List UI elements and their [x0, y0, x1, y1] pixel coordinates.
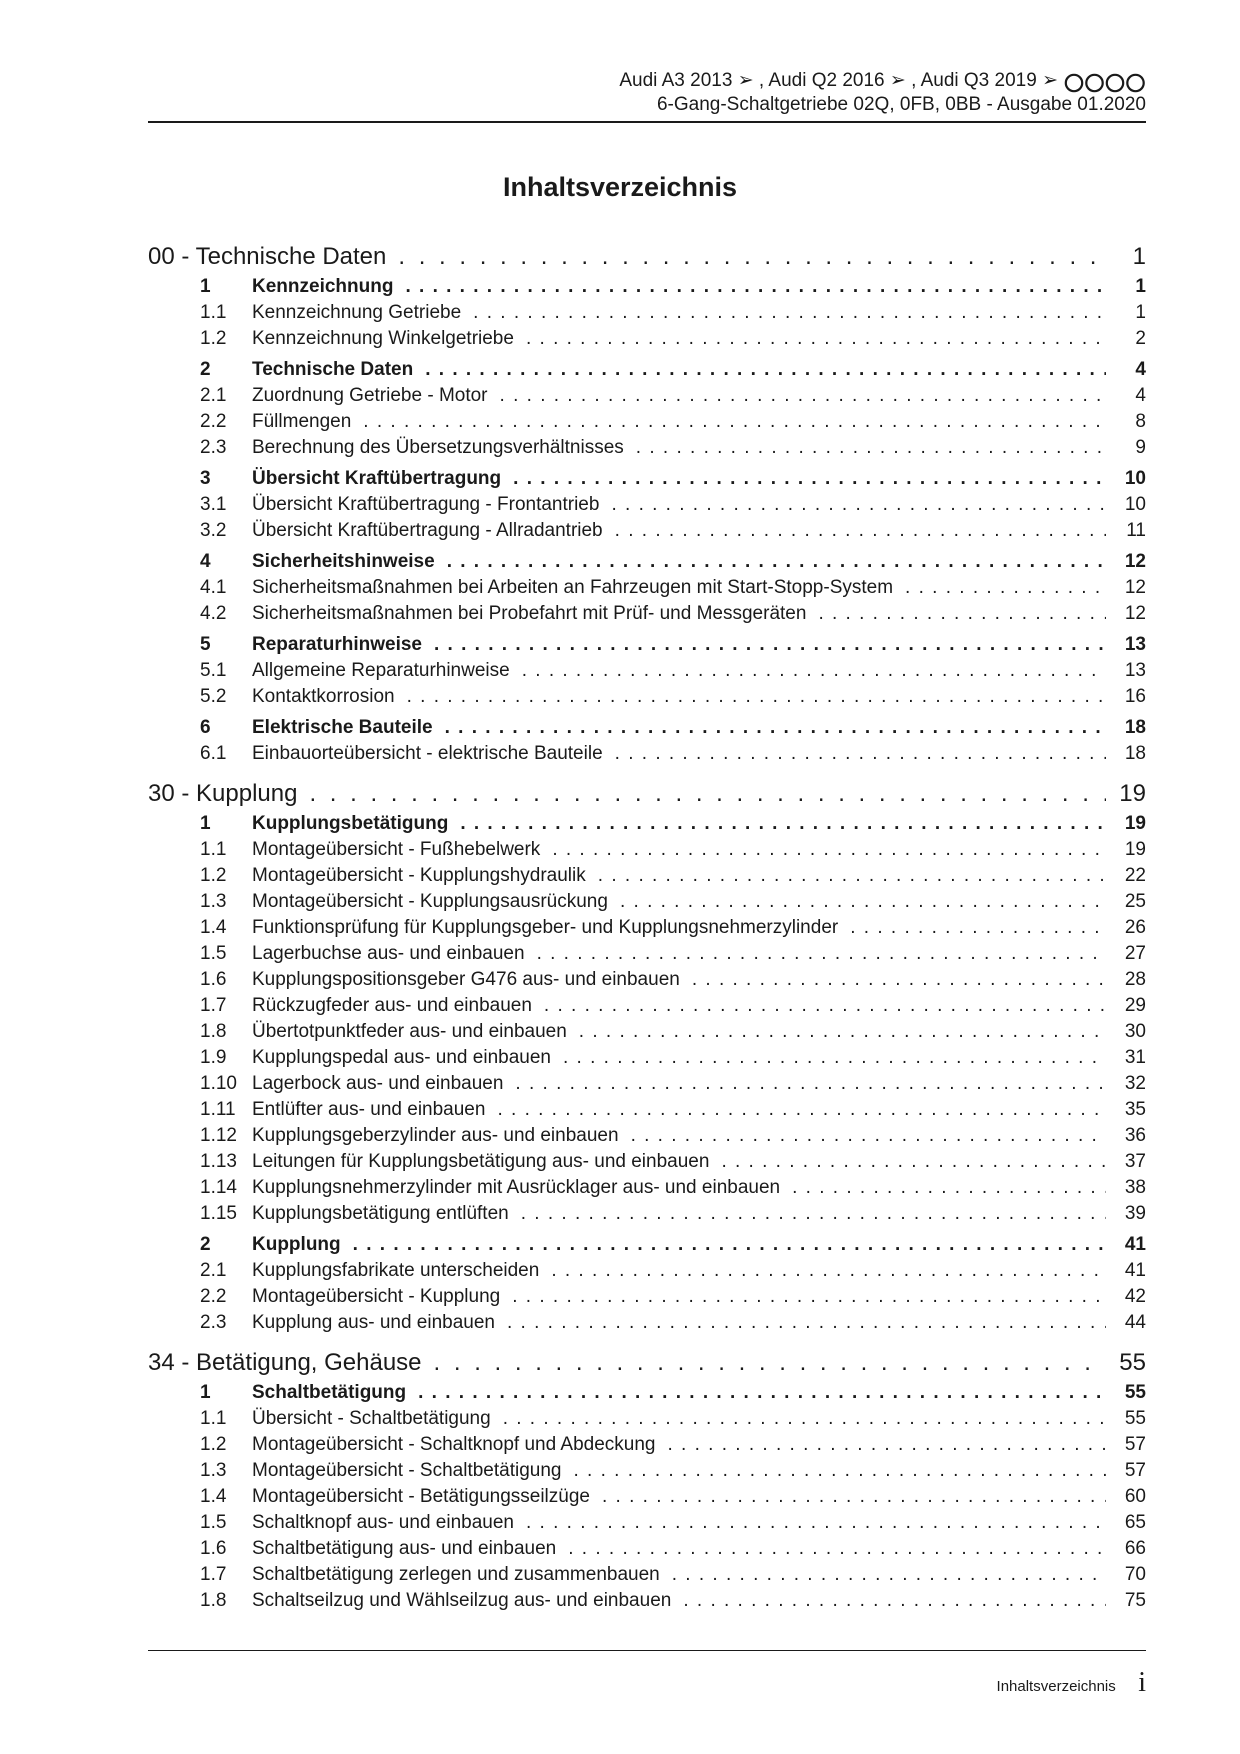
toc-entry-title: Kupplungsfabrikate unterscheiden	[252, 1260, 540, 1281]
dot-leader	[671, 1588, 1106, 1614]
toc-entry[interactable]	[148, 1562, 1146, 1588]
toc-entry-title: Schaltbetätigung aus- und einbauen	[252, 1538, 557, 1559]
toc-section[interactable]	[148, 357, 1146, 383]
toc-section[interactable]	[148, 274, 1146, 300]
toc-entry-page: 28	[1124, 969, 1146, 990]
toc-entry[interactable]	[148, 684, 1146, 710]
toc-entry-number: 1.10	[200, 1073, 237, 1094]
toc-entry-title: Sicherheitsmaßnahmen bei Arbeiten an Fahrzeugen mit Start-Stopp-System	[252, 577, 894, 598]
toc-section[interactable]	[148, 811, 1146, 837]
toc-entry-page: 70	[1124, 1564, 1146, 1585]
toc-chapter-title: 00 - Technische Daten	[148, 243, 387, 270]
toc-entry[interactable]	[148, 1510, 1146, 1536]
toc-section-number: 1	[200, 1382, 211, 1403]
toc-entry-number: 1.8	[200, 1590, 227, 1611]
toc-entry-title: Kennzeichnung Winkelgetriebe	[252, 328, 514, 349]
toc-chapter[interactable]	[148, 1346, 1146, 1380]
toc-entry-number: 1.4	[200, 917, 227, 938]
toc-entry-number: 5.1	[200, 660, 227, 681]
toc-section-number: 2	[200, 1234, 211, 1255]
toc-entry-page: 4	[1135, 385, 1146, 406]
toc-entry-page: 32	[1124, 1073, 1146, 1094]
toc-entry-page: 26	[1124, 917, 1146, 938]
toc-entry-number: 2.3	[200, 437, 227, 458]
dot-leader	[624, 435, 1106, 461]
toc-section-number: 1	[200, 276, 211, 297]
toc-section-page: 19	[1124, 813, 1146, 834]
toc-entry-page: 66	[1124, 1538, 1146, 1559]
dot-leader	[893, 575, 1106, 601]
toc-entry-title: Zuordnung Getriebe - Motor	[252, 385, 488, 406]
dot-leader	[806, 601, 1106, 627]
toc-entry-page: 12	[1124, 577, 1146, 598]
toc-section-title: Reparaturhinweise	[252, 634, 422, 655]
toc-entry-page: 35	[1124, 1099, 1146, 1120]
dot-leader	[485, 1097, 1106, 1123]
toc-entry-title: Berechnung des Übersetzungsverhältnisses	[252, 437, 624, 458]
toc-entry-title: Kupplungsgeberzylinder aus- und einbauen	[252, 1125, 619, 1146]
footer-rule	[148, 1650, 1146, 1651]
toc-entry[interactable]	[148, 435, 1146, 461]
dot-leader	[422, 1346, 1106, 1380]
toc-entry[interactable]	[148, 1406, 1146, 1432]
toc-entry-number: 2.1	[200, 385, 227, 406]
toc-entry-page: 22	[1124, 865, 1146, 886]
toc-entry[interactable]	[148, 1258, 1146, 1284]
page-header	[619, 69, 1146, 117]
dot-leader	[525, 941, 1106, 967]
dot-leader	[709, 1149, 1106, 1175]
toc-section-page: 41	[1124, 1234, 1146, 1255]
toc-entry-page: 41	[1124, 1260, 1146, 1281]
toc-entry-number: 1.7	[200, 995, 227, 1016]
toc-section-number: 4	[200, 551, 211, 572]
toc-entry-number: 1.7	[200, 1564, 227, 1585]
toc-entry[interactable]	[148, 1097, 1146, 1123]
toc-section-title: Sicherheitshinweise	[252, 551, 435, 572]
toc-entry[interactable]	[148, 1175, 1146, 1201]
dot-leader	[608, 889, 1106, 915]
toc-section[interactable]	[148, 466, 1146, 492]
toc-section[interactable]	[148, 1232, 1146, 1258]
toc-entry[interactable]	[148, 1201, 1146, 1227]
toc-entry-title: Schaltseilzug und Wählseilzug aus- und einbauen	[252, 1590, 672, 1611]
toc-entry[interactable]	[148, 1536, 1146, 1562]
dot-leader	[495, 1310, 1106, 1336]
toc-entry[interactable]	[148, 837, 1146, 863]
toc-section-number: 1	[200, 813, 211, 834]
toc-entry[interactable]	[148, 1019, 1146, 1045]
toc-entry-title: Schaltknopf aus- und einbauen	[252, 1512, 514, 1533]
dot-leader	[491, 1406, 1106, 1432]
toc-entry[interactable]	[148, 863, 1146, 889]
dot-leader	[603, 518, 1106, 544]
dot-leader	[500, 1284, 1106, 1310]
toc-entry[interactable]	[148, 1045, 1146, 1071]
toc-entry[interactable]	[148, 889, 1146, 915]
toc-entry-page: 75	[1124, 1590, 1146, 1611]
toc-entry-number: 1.13	[200, 1151, 237, 1172]
dot-leader	[501, 466, 1106, 492]
toc-entry-page: 31	[1124, 1047, 1146, 1068]
toc-entry[interactable]	[148, 741, 1146, 767]
toc-entry-title: Lagerbuchse aus- und einbauen	[252, 943, 525, 964]
toc-section-page: 18	[1124, 717, 1146, 738]
toc-entry-title: Montageübersicht - Kupplung	[252, 1286, 501, 1307]
dot-leader	[435, 549, 1106, 575]
toc-entry-number: 1.5	[200, 943, 227, 964]
toc-entry-number: 1.8	[200, 1021, 227, 1042]
dot-leader	[510, 658, 1106, 684]
dot-leader	[514, 1510, 1106, 1536]
toc-entry-page: 55	[1124, 1408, 1146, 1429]
toc-entry[interactable]	[148, 409, 1146, 435]
dot-leader	[433, 715, 1106, 741]
toc-section-page: 12	[1124, 551, 1146, 572]
toc-entry-page: 16	[1124, 686, 1146, 707]
toc-section-title: Elektrische Bauteile	[252, 717, 433, 738]
toc-entry-title: Allgemeine Reparaturhinweise	[252, 660, 510, 681]
dot-leader	[532, 993, 1106, 1019]
toc-entry-number: 1.14	[200, 1177, 237, 1198]
toc-entry-title: Kupplungspositionsgeber G476 aus- und einbauen	[252, 969, 680, 990]
toc-section-page: 4	[1135, 359, 1146, 380]
toc-entry[interactable]	[148, 518, 1146, 544]
toc-entry[interactable]	[148, 1123, 1146, 1149]
toc-entry-number: 3.2	[200, 520, 227, 541]
toc-entry-number: 5.2	[200, 686, 227, 707]
toc-entry-number: 2.3	[200, 1312, 227, 1333]
page-number: i	[1138, 1667, 1146, 1698]
toc-entry-title: Füllmengen	[252, 411, 352, 432]
toc-chapter-page: 1	[1132, 243, 1146, 270]
toc-section[interactable]	[148, 1380, 1146, 1406]
toc-entry-page: 13	[1124, 660, 1146, 681]
toc-entry-title: Rückzugfeder aus- und einbauen	[252, 995, 532, 1016]
toc-entry-title: Schaltbetätigung zerlegen und zusammenbauen	[252, 1564, 660, 1585]
toc-entry-number: 1.1	[200, 839, 227, 860]
toc-entry-number: 1.15	[200, 1203, 237, 1224]
toc-entry[interactable]	[148, 1071, 1146, 1097]
toc-entry-title: Montageübersicht - Schaltbetätigung	[252, 1460, 562, 1481]
toc-section-number: 3	[200, 468, 211, 489]
toc-chapter[interactable]	[148, 240, 1146, 274]
toc-entry-title: Übersicht Kraftübertragung - Frontantrieb	[252, 494, 600, 515]
toc-entry[interactable]	[148, 1588, 1146, 1614]
toc-section-page: 55	[1124, 1382, 1146, 1403]
toc-entry-page: 42	[1124, 1286, 1146, 1307]
toc-entry-number: 3.1	[200, 494, 227, 515]
toc-entry-number: 1.2	[200, 865, 227, 886]
toc-section-number: 5	[200, 634, 211, 655]
dot-leader	[603, 741, 1106, 767]
toc-entry-page: 2	[1135, 328, 1146, 349]
toc-entry-title: Montageübersicht - Schaltknopf und Abdeckung	[252, 1434, 656, 1455]
toc-entry[interactable]	[148, 1484, 1146, 1510]
toc-entry-page: 25	[1124, 891, 1146, 912]
toc-entry[interactable]	[148, 383, 1146, 409]
toc-entry[interactable]	[148, 492, 1146, 518]
toc-section-page: 13	[1124, 634, 1146, 655]
toc-entry[interactable]	[148, 601, 1146, 627]
dot-leader	[561, 1458, 1106, 1484]
toc-entry-number: 1.2	[200, 328, 227, 349]
toc-section-title: Kupplung	[252, 1234, 341, 1255]
toc-entry-page: 30	[1124, 1021, 1146, 1042]
toc-entry-page: 57	[1124, 1460, 1146, 1481]
dot-leader	[448, 811, 1106, 837]
toc-entry-title: Montageübersicht - Kupplungshydraulik	[252, 865, 586, 886]
toc-entry-page: 8	[1135, 411, 1146, 432]
dot-leader	[488, 383, 1106, 409]
header-rule	[148, 121, 1146, 123]
toc-entry-number: 4.2	[200, 603, 227, 624]
toc-section-number: 6	[200, 717, 211, 738]
toc-entry-title: Funktionsprüfung für Kupplungsgeber- und Kupplungsnehmerzylinder	[252, 917, 839, 938]
toc-entry-page: 38	[1124, 1177, 1146, 1198]
toc-section-title: Kupplungsbetätigung	[252, 813, 449, 834]
toc-chapter-title: 34 - Betätigung, Gehäuse	[148, 1349, 422, 1376]
toc-section[interactable]	[148, 632, 1146, 658]
toc-section-title: Schaltbetätigung	[252, 1382, 407, 1403]
toc-entry-number: 1.2	[200, 1434, 227, 1455]
toc-entry-title: Sicherheitsmaßnahmen bei Probefahrt mit Prüf- und Messgeräten	[252, 603, 807, 624]
table-of-contents	[148, 240, 1146, 1614]
dot-leader	[660, 1562, 1106, 1588]
dot-leader	[780, 1175, 1106, 1201]
toc-entry-page: 57	[1124, 1434, 1146, 1455]
toc-entry[interactable]	[148, 1149, 1146, 1175]
toc-entry-title: Leitungen für Kupplungsbetätigung aus- und einbauen	[252, 1151, 710, 1172]
toc-entry-page: 12	[1124, 603, 1146, 624]
toc-entry-number: 4.1	[200, 577, 227, 598]
toc-section[interactable]	[148, 549, 1146, 575]
toc-entry-number: 1.6	[200, 1538, 227, 1559]
toc-section-title: Technische Daten	[252, 359, 414, 380]
toc-entry-number: 1.3	[200, 1460, 227, 1481]
toc-entry[interactable]	[148, 575, 1146, 601]
dot-leader	[393, 274, 1106, 300]
toc-entry-title: Entlüfter aus- und einbauen	[252, 1099, 486, 1120]
toc-entry-number: 2.2	[200, 411, 227, 432]
dot-leader	[406, 1380, 1106, 1406]
dot-leader	[395, 684, 1106, 710]
toc-entry[interactable]	[148, 1284, 1146, 1310]
toc-entry-page: 36	[1124, 1125, 1146, 1146]
toc-entry-page: 1	[1135, 302, 1146, 323]
toc-entry-number: 1.5	[200, 1512, 227, 1533]
toc-entry[interactable]	[148, 658, 1146, 684]
footer-label: Inhaltsverzeichnis	[996, 1678, 1116, 1695]
toc-entry-title: Lagerbock aus- und einbauen	[252, 1073, 504, 1094]
toc-entry-page: 29	[1124, 995, 1146, 1016]
toc-entry-page: 60	[1124, 1486, 1146, 1507]
toc-entry-title: Übersicht - Schaltbetätigung	[252, 1408, 491, 1429]
dot-leader	[590, 1484, 1106, 1510]
dot-leader	[503, 1071, 1106, 1097]
toc-entry-number: 2.2	[200, 1286, 227, 1307]
page-footer	[997, 1667, 1146, 1699]
toc-entry[interactable]	[148, 915, 1146, 941]
dot-leader	[539, 1258, 1106, 1284]
toc-entry-title: Übersicht Kraftübertragung - Allradantrieb	[252, 520, 603, 541]
toc-entry-page: 44	[1124, 1312, 1146, 1333]
toc-entry-number: 1.9	[200, 1047, 227, 1068]
toc-section-title: Kennzeichnung	[252, 276, 394, 297]
toc-section-title: Übersicht Kraftübertragung	[252, 468, 502, 489]
dot-leader	[341, 1232, 1106, 1258]
toc-entry-number: 1.6	[200, 969, 227, 990]
dot-leader	[551, 1045, 1106, 1071]
toc-section-number: 2	[200, 359, 211, 380]
toc-entry-page: 65	[1124, 1512, 1146, 1533]
dot-leader	[514, 326, 1106, 352]
dot-leader	[656, 1432, 1107, 1458]
toc-entry-number: 2.1	[200, 1260, 227, 1281]
toc-entry[interactable]	[148, 1310, 1146, 1336]
toc-entry-title: Kupplungspedal aus- und einbauen	[252, 1047, 551, 1068]
toc-chapter-page: 55	[1119, 1349, 1146, 1376]
toc-entry-title: Kupplungsnehmerzylinder mit Ausrücklager aus- und einbauen	[252, 1177, 781, 1198]
toc-section-page: 10	[1124, 468, 1146, 489]
toc-entry-page: 39	[1124, 1203, 1146, 1224]
toc-entry-title: Montageübersicht - Betätigungsseilzüge	[252, 1486, 590, 1507]
toc-entry-page: 37	[1124, 1151, 1146, 1172]
toc-entry-page: 11	[1126, 520, 1146, 541]
manual-subtitle: 6-Gang-Schaltgetriebe 02Q, 0FB, 0BB - Ausgabe 01.2020	[656, 94, 1146, 115]
toc-entry-title: Kennzeichnung Getriebe	[252, 302, 462, 323]
toc-entry[interactable]	[148, 1458, 1146, 1484]
dot-leader	[351, 409, 1106, 435]
toc-entry-title: Kupplung aus- und einbauen	[252, 1312, 495, 1333]
toc-entry-title: Montageübersicht - Kupplungsausrückung	[252, 891, 608, 912]
toc-entry[interactable]	[148, 993, 1146, 1019]
toc-entry-number: 1.12	[200, 1125, 237, 1146]
toc-entry-number: 1.4	[200, 1486, 227, 1507]
toc-chapter-title: 30 - Kupplung	[148, 780, 298, 807]
dot-leader	[599, 492, 1106, 518]
toc-entry-number: 1.1	[200, 302, 227, 323]
toc-chapter-page: 19	[1119, 780, 1146, 807]
toc-entry-title: Kontaktkorrosion	[252, 686, 395, 707]
toc-entry-title: Übertotpunktfeder aus- und einbauen	[252, 1021, 567, 1042]
toc-entry[interactable]	[148, 326, 1146, 352]
toc-entry-number: 1.3	[200, 891, 227, 912]
dot-leader	[556, 1536, 1106, 1562]
toc-section[interactable]	[148, 715, 1146, 741]
toc-entry[interactable]	[148, 941, 1146, 967]
dot-leader	[297, 777, 1106, 811]
toc-entry-page: 9	[1135, 437, 1146, 458]
dot-leader	[461, 300, 1106, 326]
toc-entry-page: 18	[1124, 743, 1146, 764]
dot-leader	[838, 915, 1106, 941]
toc-entry[interactable]	[148, 300, 1146, 326]
dot-leader	[619, 1123, 1106, 1149]
toc-entry-number: 1.11	[200, 1099, 236, 1120]
page-title: Inhaltsverzeichnis	[502, 172, 738, 202]
toc-entry-page: 27	[1124, 943, 1146, 964]
toc-entry-number: 1.1	[200, 1408, 227, 1429]
dot-leader	[413, 357, 1106, 383]
dot-leader	[509, 1201, 1106, 1227]
dot-leader	[422, 632, 1106, 658]
dot-leader	[567, 1019, 1106, 1045]
toc-entry-title: Montageübersicht - Fußhebelwerk	[252, 839, 541, 860]
dot-leader	[540, 837, 1106, 863]
dot-leader	[680, 967, 1106, 993]
toc-entry-page: 10	[1124, 494, 1146, 515]
toc-entry-page: 19	[1124, 839, 1146, 860]
audi-rings-icon	[1064, 73, 1146, 93]
vehicle-models: Audi A3 2013 ➢ , Audi Q2 2016 ➢ , Audi Q3 2019 ➢	[619, 70, 1058, 91]
dot-leader	[386, 240, 1106, 274]
toc-entry[interactable]	[148, 967, 1146, 993]
toc-section-page: 1	[1135, 276, 1146, 297]
toc-entry-number: 6.1	[200, 743, 227, 764]
toc-entry-title: Einbauorteübersicht - elektrische Bauteile	[252, 743, 603, 764]
toc-entry[interactable]	[148, 1432, 1146, 1458]
toc-entry-title: Kupplungsbetätigung entlüften	[252, 1203, 509, 1224]
toc-chapter[interactable]	[148, 777, 1146, 811]
dot-leader	[586, 863, 1106, 889]
